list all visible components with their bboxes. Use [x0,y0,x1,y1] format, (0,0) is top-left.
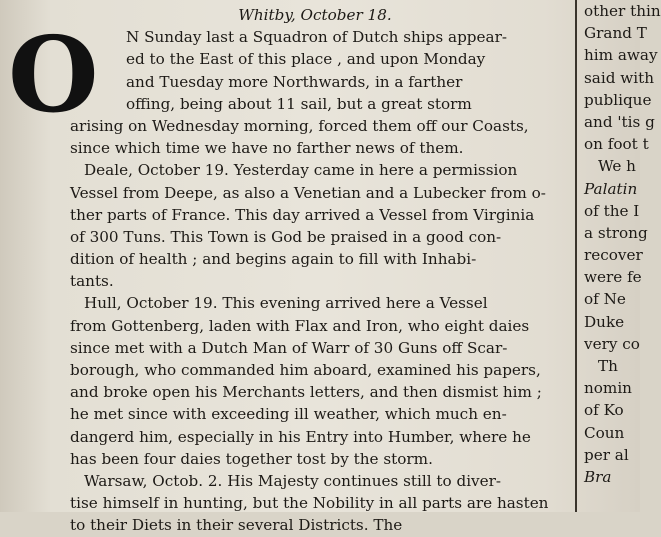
text-line: We h [598,157,636,176]
text-line: arising on Wednesday morning, forced them off our Coasts, [70,116,529,135]
text-line: since met with a Dutch Man of Warr of 30 Guns off Scar- [70,338,508,357]
text-line: tants. [70,272,114,291]
text-line: other thin [584,2,661,20]
text-line: borough, who commanded him aboard, examined his papers, [70,361,541,379]
text-line: Grand T [584,24,647,43]
text-line: Warsaw, Octob. 2. His Majesty continues still to diver- [84,471,502,490]
text-line: of Ne [584,290,626,309]
text-line: of Ko [584,401,624,420]
text-line: Th [598,357,618,375]
text-line: Vessel from Deepe, as also a Venetian and a Lubecker from o- [70,183,546,202]
text-line: dangerd him, especially in his Entry into Humber, where he [70,427,531,446]
text-line: to their Diets in their several Districts. The [70,516,403,535]
text-line: and Tuesday more Northwards, in a farther [126,72,463,91]
text-line: Deale, October 19. Yesterday came in here a permission [84,161,518,180]
text-line: him away [584,46,658,65]
text-line: of the I [584,201,640,220]
text-line: dition of health ; and begins again to fill with Inhabi- [70,250,477,269]
text-line: a strong [584,223,648,242]
text-line: Bra [584,467,612,486]
text-line: nomin [584,379,632,398]
text-line: Coun [584,423,625,442]
text-line: from Gottenberg, laden with Flax and Iron, who eight daies [70,316,530,335]
column-rule [575,0,577,512]
text-line: publique [584,90,652,109]
main-column [70,0,560,535]
text-line: recover [584,246,643,265]
text-line: ther parts of France. This day arrived a Vessel from Virginia [70,205,535,224]
whitby-paragraph [70,26,560,115]
text-line: he met since with exceeding ill weather, which much en- [70,405,507,424]
text-line: on foot t [584,135,649,154]
text-line: very co [584,334,640,353]
text-line: since which time we have no farther news of them. [70,139,464,158]
text-line: Hull, October 19. This evening arrived here a Vessel [84,294,488,313]
drop-cap-letter: O [8,13,99,136]
text-line: offing, being about 11 sail, but a great storm [126,94,472,113]
text-line: were fe [584,268,642,287]
text-line: tise himself in hunting, but the Nobility in all parts are hasten [70,494,549,513]
text-line: and 'tis g [584,112,655,131]
text-line: N Sunday last a Squadron of Dutch ships appear- [126,28,507,47]
text-line: has been four daies together tost by the storm. [70,449,433,468]
text-line: ed to the East of this place , and upon Monday [126,50,486,69]
text-line: Duke [584,312,625,331]
text-line: said with [584,68,654,87]
body-text [70,115,560,537]
text-line: Palatin [584,179,638,198]
text-line: of 300 Tuns. This Town is God be praised in a good con- [70,227,502,246]
text-line: per al [584,445,629,464]
side-column [584,0,661,512]
dateline-whitby: Whitby, October 18. [238,6,392,24]
text-line: and broke open his Merchants letters, and then dismist him ; [70,383,542,402]
